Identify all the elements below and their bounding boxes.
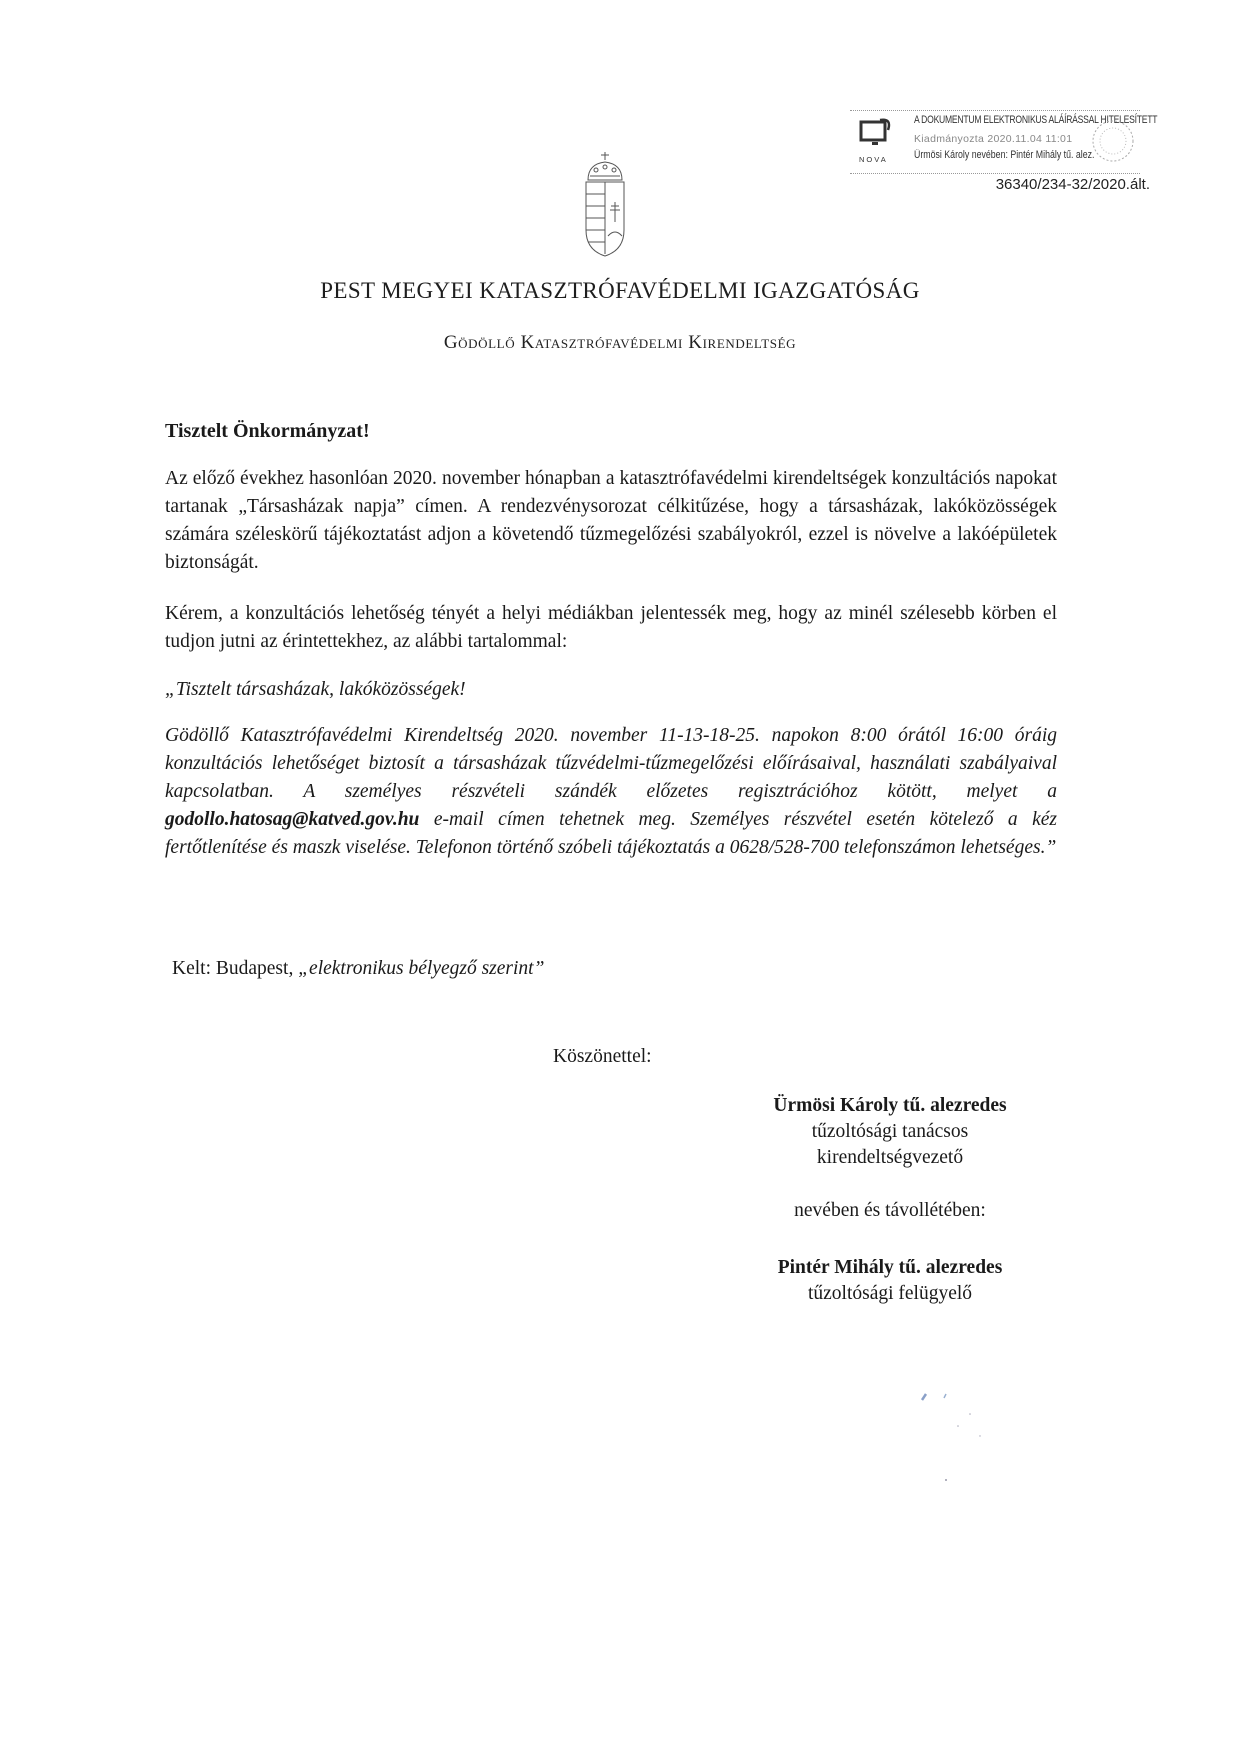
quote-text-after-email: e-mail címen tehetnek meg. Személyes részvétel esetén kötelező a kéz fertőtlenítése és maszk viselése. Telefonon történő szóbeli tájékoztatás a 0628/528-700 telefonszámon lehetséges.” xyxy=(165,809,1057,858)
coat-of-arms-icon xyxy=(580,150,630,260)
stamp-line-2: Kiadmányozta 2020.11.04 11:01 xyxy=(914,133,1073,145)
stamp-line-3: Ürmösi Károly nevében: Pintér Mihály tű. alez. xyxy=(914,149,1095,161)
quote-salutation: „Tisztelt társasházak, lakóközösségek! xyxy=(165,679,466,700)
signatory-rank-primary: tűzoltósági tanácsos xyxy=(811,1121,969,1142)
nova-logo-icon xyxy=(858,116,902,166)
reference-number: 36340/234-32/2020.ált. xyxy=(995,176,1150,193)
stamp-line-1: A DOKUMENTUM ELEKTRONIKUS ALÁÍRÁSSAL HITELESÍTETT xyxy=(914,114,1158,126)
signatory-rank-secondary: tűzoltósági felügyelő xyxy=(807,1283,973,1304)
signatory-name-secondary: Pintér Mihály tű. alezredes xyxy=(777,1257,1003,1278)
paragraph-request: Kérem, a konzultációs lehetőség tényét a helyi médiákban jelentessék meg, hogy az minél szélesebb körben el tudjon jutni az érintettekhez, az alábbi tartalommal: xyxy=(165,603,1057,652)
date-line xyxy=(172,958,544,980)
suborganization-title: Gödöllő Katasztrófavédelmi Kirendeltség xyxy=(443,332,797,353)
paragraph-intro: Az előző évekhez hasonlóan 2020. november hónapban a katasztrófavédelmi kirendeltségek konzultációs napokat tartanak „Társasházak napja” címen. A rendezvénysorozat célkitűzése, hogy a társasházak, lakóközösségek számára széleskörű tájékoztatást adjon a követendő tűzmegelőzési szabályokról, ezzel is növelve a lakóépületek biztonságát. xyxy=(165,468,1057,573)
quote-body xyxy=(165,722,1057,862)
organization-title: PEST MEGYEI KATASZTRÓFAVÉDELMI IGAZGATÓSÁG xyxy=(320,278,920,303)
stamp-logo-label: NOVA xyxy=(859,155,888,164)
date-line-italic: „elektronikus bélyegző szerint” xyxy=(298,958,545,979)
quote-text-before-email: Gödöllő Katasztrófavédelmi Kirendeltség 2020. november 11-13-18-25. napokon 8:00 órától 16:00 óráig konzultációs lehetőséget biztosít a társasházak tűzvédelmi-tűzmegelőzési előírásaival, használati szabályaival kapcsolatban. A személyes részvételi szándék előzetes regisztrációhoz kötött, melyet a xyxy=(165,725,1057,802)
signatory-name-primary: Ürmösi Károly tű. alezredes xyxy=(773,1095,1007,1116)
scan-artifacts xyxy=(900,1380,1000,1500)
contact-email: godollo.hatosag@katved.gov.hu xyxy=(165,809,420,830)
signatory-role-primary: kirendeltségvezető xyxy=(816,1147,964,1168)
closing-thanks: Köszönettel: xyxy=(553,1046,652,1067)
on-behalf-line: nevében és távollétében: xyxy=(794,1200,986,1221)
salutation: Tisztelt Önkormányzat! xyxy=(165,420,370,442)
date-line-prefix: Kelt: Budapest, xyxy=(172,958,299,979)
stamp-seal-icon xyxy=(1090,118,1136,164)
electronic-signature-stamp xyxy=(850,110,1158,172)
